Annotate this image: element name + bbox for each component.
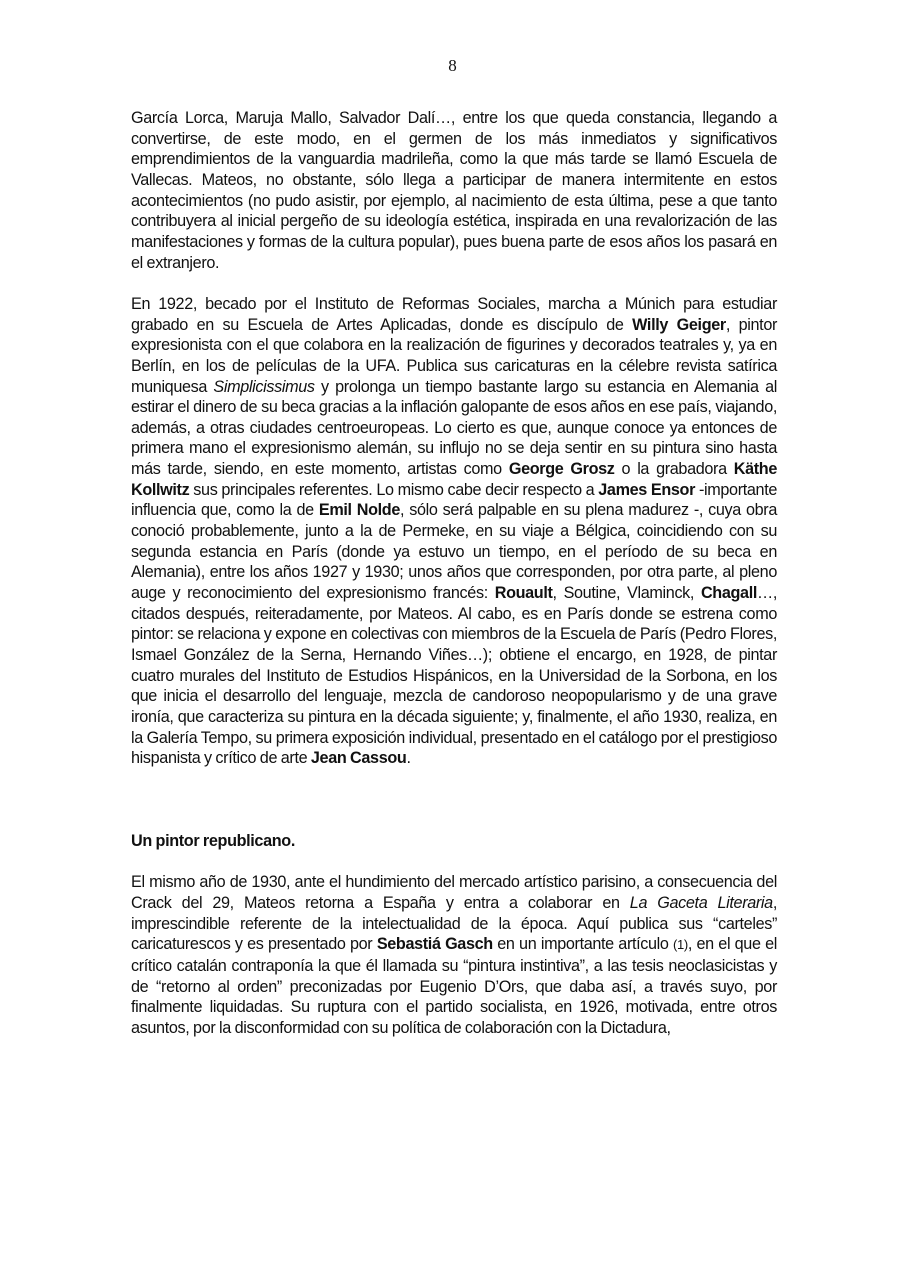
- section-spacer: [131, 810, 777, 831]
- text-run: En 1922, becado por el Instituto de Reformas Sociales, marcha a Múnich para estudiar grabado en su Escuela de Artes Aplicadas, donde es discípulo de: [131, 294, 777, 334]
- artist-name-rouault: Rouault: [494, 584, 553, 603]
- paragraph-spacer: [131, 273, 777, 294]
- artist-name-kathe-kollwitz: Käthe Kollwitz: [131, 460, 777, 499]
- text-run: …, citados después, reiteradamente, por Mateos. Al cabo, es en París donde se estrena como pintor: se relaciona y expone en colectivas con miembros de la Escuela de París (Pedro Flores, Ismael González de la Serna, Hernando Viñes…); obtiene el encargo, en 1928, de pintar cuatro murales del Instituto de Estudios Hispánicos, en la Universidad de la Sorbona, en los que inicia el desarrollo del lenguaje, mezcla de candoroso neopopularismo y de una grave ironía, que caracteriza su pintura en la década siguiente; y, finalmente, el año 1930, realiza, en la Galería Tempo, su primera exposición individual, presentado en el catálogo por el prestigioso hispanista y crítico de arte: [131, 584, 777, 768]
- text-run: o la grabadora: [614, 460, 734, 479]
- artist-name-chagall: Chagall: [700, 584, 757, 603]
- artist-name-george-grosz: George Grosz: [508, 460, 615, 479]
- critic-name-sebastia-gasch: Sebastiá Gasch: [376, 935, 493, 954]
- text-run: , pintor expresionista con el que colabora en la realización de figurines y decorados teatrales y, ya en Berlín, en los de películas de la UFA. Publica sus caricaturas en la célebre revista satírica muniquesa: [131, 315, 778, 396]
- footnote-reference: (1): [673, 937, 688, 953]
- text-run: , en el que el crítico catalán contraponía la que él llamada su “pintura instintiva”, a las tesis neoclasicistas y de “retorno al orden” preconizadas por Eugenio D’Ors, que daba así, a través suyo, por finalmente liquidadas. Su ruptura con el partido socialista, en 1926, motivada, entre otros asuntos, por la disconformidad con su política de colaboración con la Dictadura,: [131, 935, 777, 1037]
- artist-name-emil-nolde: Emil Nolde: [318, 501, 400, 520]
- paragraph-2: [131, 294, 777, 769]
- critic-name-jean-cassou: Jean Cassou: [310, 749, 407, 768]
- magazine-title-simplicissimus: Simplicissimus: [213, 377, 315, 396]
- artist-name-james-ensor: James Ensor: [598, 480, 696, 499]
- paragraph-3: [131, 872, 777, 1038]
- section-heading: Un pintor republicano.: [131, 831, 295, 850]
- text-run: , imprescindible referente de la intelectualidad de la época. Aquí publica sus “carteles” caricaturescos y es presentado por: [131, 893, 777, 954]
- page-number: 8: [448, 56, 457, 75]
- text-run: , Soutine, Vlaminck,: [552, 584, 701, 603]
- magazine-title-la-gaceta-literaria: La Gaceta Literaria: [629, 893, 773, 912]
- artist-name-willy-geiger: Willy Geiger: [632, 315, 726, 334]
- section-spacer: [131, 769, 777, 810]
- paragraph-spacer: [131, 852, 777, 873]
- document-body: [131, 108, 777, 1038]
- text-run: -importante influencia que, como la de: [131, 480, 777, 520]
- text-run: y prolonga un tiempo bastante largo su estancia en Alemania al estirar el dinero de su beca gracias a la inflación galopante de esos años en ese país, viajando, además, a otras ciudades centroeuropeas. Lo cierto es que, aunque conoce ya entonces de primera mano el expresionismo alemán, su influjo no se deja sentir en su pintura sino hasta más tarde, siendo, en este momento, artistas como: [131, 377, 777, 479]
- paragraph-1: García Lorca, Maruja Mallo, Salvador Dalí…, entre los que queda constancia, llegando a convertirse, de este modo, en el germen de los más inmediatos y significativos emprendimientos de la vanguardia madrileña, como la que más tarde se llamó Escuela de Vallecas. Mateos, no obstante, sólo llega a participar de manera intermitente en estos acontecimientos (no pudo asistir, por ejemplo, al nacimiento de esta última, pese a que tanto contribuyera al inicial pergeño de su ideología estética, inspirada en una revalorización de las manifestaciones y formas de la cultura popular), pues buena parte de esos años los pasará en el extranjero.: [131, 109, 777, 272]
- text-run: El mismo año de 1930, ante el hundimiento del mercado artístico parisino, a consecuencia del Crack del 29, Mateos retorna a España y entra a colaborar en: [131, 873, 777, 912]
- text-run: en un importante artículo: [492, 935, 674, 954]
- text-run: .: [406, 749, 411, 768]
- text-run: sus principales referentes. Lo mismo cabe decir respecto a: [189, 480, 599, 499]
- text-run: , sólo será palpable en su plena madurez -, cuya obra conoció probablemente, junto a la de Permeke, en su viaje a Bélgica, coincidiendo con su segunda estancia en París (donde ya estuvo un tiempo, en el período de su beca en Alemania), entre los años 1927 y 1930; unos años que corresponden, por otra parte, al pleno auge y reconocimiento del expresionismo francés:: [131, 501, 777, 603]
